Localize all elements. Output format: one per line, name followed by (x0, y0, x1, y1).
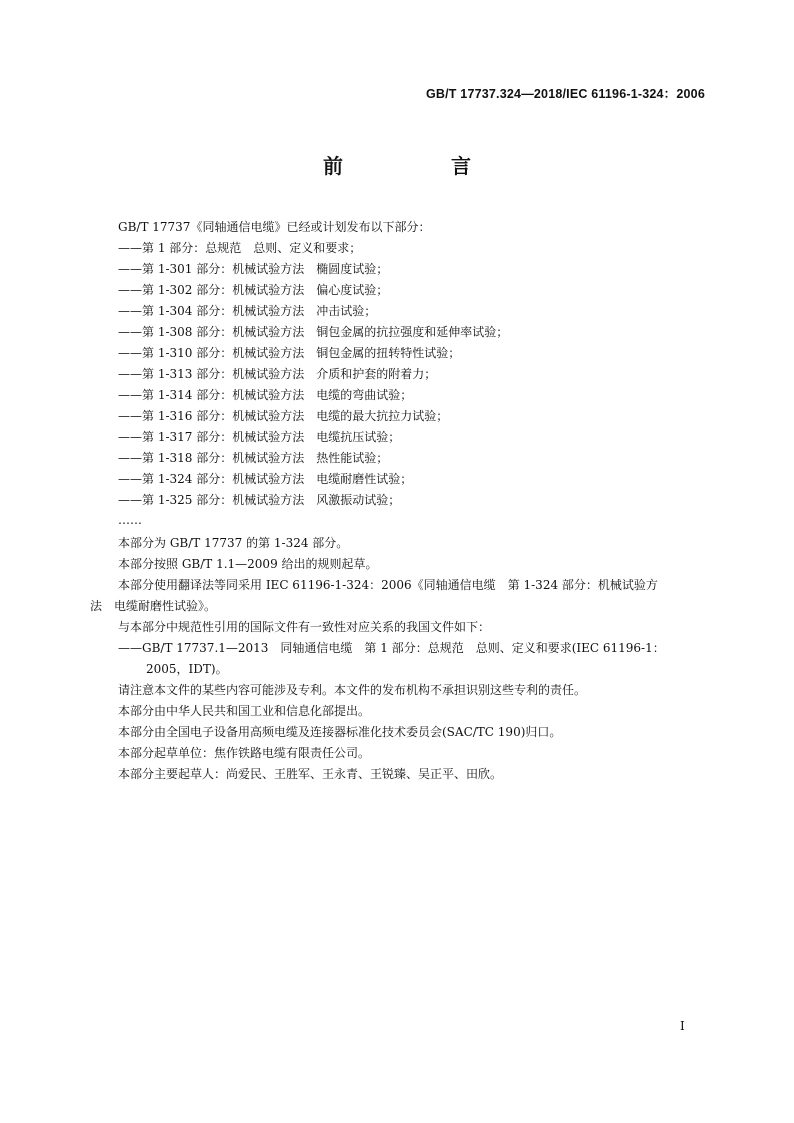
paragraph-drafters: 本部分主要起草人：尚爱民、王胜军、王永青、王锐臻、吴正平、田欣。 (118, 767, 503, 781)
paragraph-drafting-rules: 本部分按照 GB/T 1.1—2009 给出的规则起草。 (118, 557, 378, 571)
paragraph-adoption: 本部分使用翻译法等同采用 IEC 61196-1-324：2006《同轴通信电缆 第 1-324 部分：机械试验方 (118, 578, 658, 592)
reference-item-cont: 2005，IDT)。 (146, 662, 228, 676)
paragraph-patent-notice: 请注意本文件的某些内容可能涉及专利。本文件的发布机构不承担识别这些专利的责任。 (118, 683, 587, 697)
list-item: ——第 1-317 部分：机械试验方法 电缆抗压试验； (118, 430, 401, 444)
list-item: ——第 1-302 部分：机械试验方法 偏心度试验； (118, 283, 389, 297)
list-ellipsis: …… (118, 513, 142, 527)
list-item: ——第 1-301 部分：机械试验方法 椭圆度试验； (118, 262, 389, 276)
paragraph-drafting-unit: 本部分起草单位：焦作铁路电缆有限责任公司。 (118, 746, 371, 760)
standard-number-header: GB/T 17737.324—2018/IEC 61196-1-324：2006 (425, 87, 705, 101)
list-item: ——第 1-325 部分：机械试验方法 风激振动试验； (118, 493, 401, 507)
list-item: ——第 1-316 部分：机械试验方法 电缆的最大抗拉力试验； (118, 409, 449, 423)
paragraph-managed-by: 本部分由全国电子设备用高频电缆及连接器标准化技术委员会(SAC/TC 190)归口。 (118, 725, 562, 739)
list-item: ——第 1-314 部分：机械试验方法 电缆的弯曲试验； (118, 388, 413, 402)
paragraph-proposed-by: 本部分由中华人民共和国工业和信息化部提出。 (118, 704, 371, 718)
list-item: ——第 1-324 部分：机械试验方法 电缆耐磨性试验； (118, 472, 413, 486)
list-item: ——第 1 部分：总规范 总则、定义和要求； (118, 241, 362, 255)
list-item: ——第 1-308 部分：机械试验方法 铜包金属的抗拉强度和延伸率试验； (118, 325, 509, 339)
paragraph-normative-refs: 与本部分中规范性引用的国际文件有一致性对应关系的我国文件如下： (118, 620, 491, 634)
list-item: ——第 1-313 部分：机械试验方法 介质和护套的附着力； (118, 367, 437, 381)
page-title: 前 言 (323, 154, 515, 178)
list-item: ——第 1-304 部分：机械试验方法 冲击试验； (118, 304, 377, 318)
list-item: ——第 1-318 部分：机械试验方法 热性能试验； (118, 451, 389, 465)
list-item: ——第 1-310 部分：机械试验方法 铜包金属的扭转特性试验； (118, 346, 461, 360)
intro-paragraph: GB/T 17737《同轴通信电缆》已经或计划发布以下部分： (118, 220, 431, 234)
paragraph-part-number: 本部分为 GB/T 17737 的第 1-324 部分。 (118, 536, 349, 550)
paragraph-adoption-cont: 法 电缆耐磨性试验》。 (90, 599, 217, 613)
page-number: I (680, 1019, 685, 1033)
reference-item: ——GB/T 17737.1—2013 同轴通信电缆 第 1 部分：总规范 总则、定义和要求(IEC 61196-1： (118, 641, 665, 655)
